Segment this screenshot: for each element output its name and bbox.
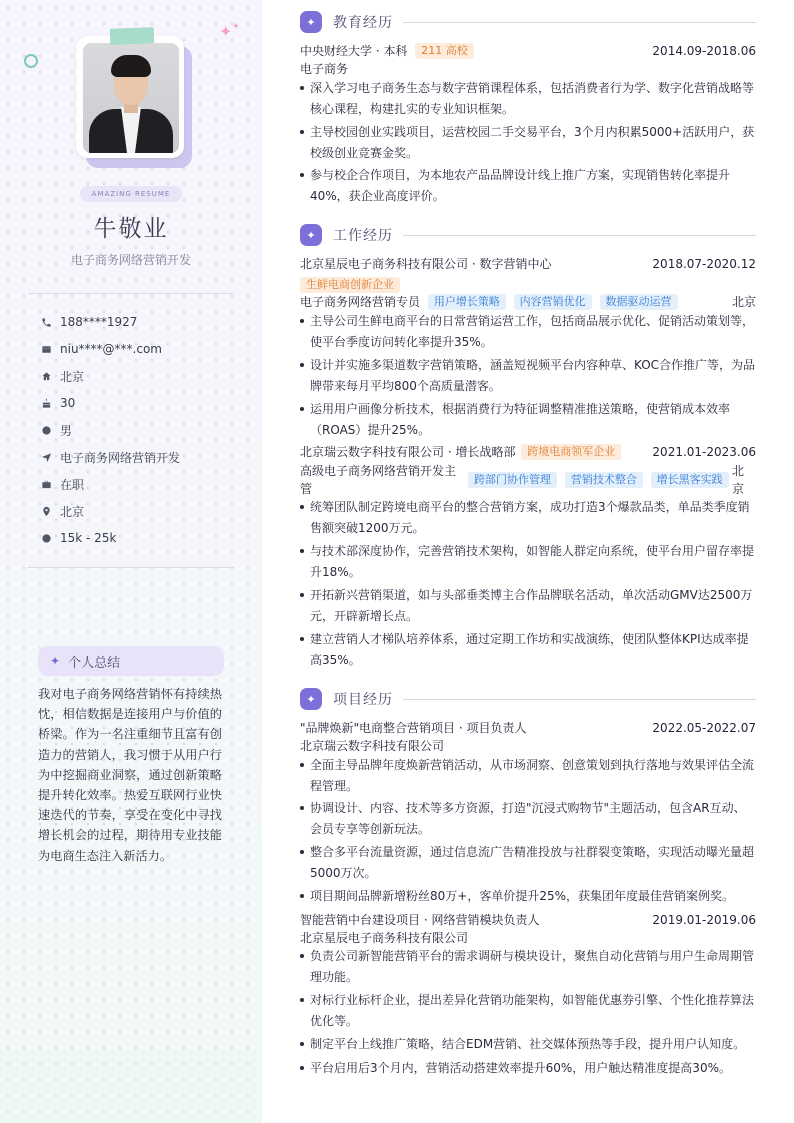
salary-value: 15k - 25k: [60, 531, 117, 545]
list-item: 平台启用后3个月内，营销活动搭建效率提升60%，用户触达精准度提高30%。: [300, 1058, 756, 1079]
job-city: 北京: [731, 295, 756, 309]
summary-text: 我对电子商务网络营销怀有持续热忱，相信数据是连接用户与价值的桥梁。作为一名注重细节且富有创造力的营销人，我习惯于从用户行为中挖掘商业洞察，通过创新策略提升转化效率。热爱互联网行业快速迭代的节奏，享受在变化中寻找增长机会的过程，期待用专业技能为电商生态注入新活力。: [38, 687, 222, 863]
divider: [28, 293, 234, 294]
sparkle-small-icon: ✦: [232, 22, 240, 32]
project-section-header: [300, 687, 756, 711]
sparkle-icon: ✦: [300, 224, 322, 246]
job-company-row: [300, 443, 756, 461]
salary-icon: [40, 532, 52, 544]
work-section-header: [300, 223, 756, 247]
skill-tag: 内容营销优化: [514, 294, 592, 310]
section-title: 项目经历: [333, 692, 393, 708]
photo-frame: [76, 36, 184, 158]
company-name: 北京瑞云数字科技有限公司 · 增长战略部: [300, 445, 516, 459]
location-pin-icon: [40, 505, 52, 517]
list-item: 运用用户画像分析技术，根据消费行为特征调整精准推送策略，使营销成本效率（ROAS）提升25%。: [300, 399, 756, 441]
section-divider: [403, 699, 756, 700]
person-name: 牛敬业: [93, 216, 169, 242]
skill-tag: 跨部门协作管理: [468, 472, 557, 488]
contact-email: [40, 339, 240, 359]
job-title: 电子商务网络营销开发: [70, 253, 191, 267]
list-item: 协调设计、内容、技术等多方资源，打造"沉浸式购物节"主题活动，包含AR互动、会员专享等创新玩法。: [300, 798, 756, 840]
contact-location: [40, 501, 240, 521]
summary-heading: [38, 646, 224, 676]
phone-icon: [40, 316, 52, 328]
project-name: 智能营销中台建设项目 · 网络营销模块负责人: [300, 913, 540, 927]
company-tag: 跨境电商领军企业: [521, 444, 621, 460]
list-item: 参与校企合作项目，为本地农产品品牌设计线上推广方案，实现销售转化率提升40%，获企业高度评价。: [300, 165, 756, 207]
project-company: 北京瑞云数字科技有限公司: [300, 739, 445, 753]
contact-salary: [40, 528, 240, 548]
list-item: 整合多平台流量资源，通过信息流广告精准投放与社群裂变策略，实现活动曝光量超5000万次。: [300, 842, 756, 884]
education-section-header: [300, 10, 756, 34]
intention-value: 电子商务网络营销开发: [60, 450, 181, 465]
divider: [28, 567, 234, 568]
job-role-row: [300, 462, 756, 498]
avatar: [83, 43, 179, 153]
skill-tag: 用户增长策略: [428, 294, 506, 310]
project-name: "品牌焕新"电商整合营销项目 · 项目负责人: [300, 721, 527, 735]
profile-photo: [76, 36, 188, 162]
list-item: 全面主导品牌年度焕新营销活动，从市场洞察、创意策划到执行落地与效果评估全流程管理。: [300, 755, 756, 797]
skill-tag: 营销技术整合: [565, 472, 643, 488]
contact-age: [40, 393, 240, 413]
cake-icon: [40, 397, 52, 409]
section-divider: [403, 22, 756, 23]
section-title: 教育经历: [333, 15, 393, 31]
job-period: 2021.01-2023.06: [652, 445, 756, 459]
job-period: 2018.07-2020.12: [652, 257, 756, 271]
project-company: 北京星辰电子商务科技有限公司: [300, 931, 469, 945]
job-company-row: [300, 255, 756, 273]
contact-status: [40, 474, 240, 494]
project-period: 2022.05-2022.07: [652, 721, 756, 735]
job-role-row: [300, 293, 756, 311]
sparkle-icon: ✦: [219, 22, 233, 41]
list-item: 与技术部深度协作，完善营销技术架构，如智能人群定向系统，使平台用户留存率提升18%。: [300, 541, 756, 583]
section-title: 工作经历: [333, 228, 393, 244]
education-major: 电子商务: [300, 62, 349, 76]
list-item: 负责公司新智能营销平台的需求调研与模块设计，聚焦自动化营销与用户生命周期管理功能。: [300, 946, 756, 988]
list-item: 开拓新兴营销渠道，如与头部垂类博主合作品牌联名活动，单次活动GMV达2500万元，开辟新增长点。: [300, 585, 756, 627]
list-item: 项目期间品牌新增粉丝80万+，客单价提升25%，获集团年度最佳营销案例奖。: [300, 886, 756, 907]
company-tag-row: [300, 276, 756, 294]
sparkle-icon: ✦: [50, 654, 61, 668]
section-divider: [403, 235, 756, 236]
contact-intention: [40, 447, 240, 467]
status-value: 在职: [60, 477, 85, 492]
gender-value: 男: [60, 423, 73, 438]
sparkle-icon: ✦: [300, 688, 322, 710]
school-name: 中央财经大学 · 本科: [300, 44, 408, 58]
job-role: 高级电子商务网络营销开发主管: [300, 464, 457, 496]
tape-decoration: [110, 27, 155, 45]
resume-badge: AMAZING RESUME: [80, 186, 182, 202]
contact-phone: [40, 312, 240, 332]
sparkle-icon: ✦: [300, 11, 322, 33]
contact-gender: [40, 420, 240, 440]
company-name: 北京星辰电子商务科技有限公司 · 数字营销中心: [300, 257, 552, 271]
email-value: niu****@***.com: [60, 342, 162, 356]
sidebar: [0, 0, 262, 1123]
list-item: 对标行业标杆企业，提出差异化营销功能架构，如智能优惠券引擎、个性化推荐算法优化等。: [300, 990, 756, 1032]
send-icon: [40, 451, 52, 463]
job-role: 电子商务网络营销专员: [300, 295, 421, 309]
skill-tag: 数据驱动运营: [600, 294, 678, 310]
project-title-row: [300, 719, 756, 737]
list-item: 主导校园创业实践项目，运营校园二手交易平台，3个月内积累5000+活跃用户，获校级创业竞赛金奖。: [300, 122, 756, 164]
hometown-value: 北京: [60, 369, 85, 384]
project-period: 2019.01-2019.06: [652, 913, 756, 927]
skill-tag: 增长黑客实践: [651, 472, 729, 488]
list-item: 设计并实施多渠道数字营销策略，涵盖短视频平台内容种草、KOC合作推广等，为品牌带来每月平均800个高质量潜客。: [300, 355, 756, 397]
ring-decoration: [24, 54, 38, 68]
contact-hometown: [40, 366, 240, 386]
phone-value: 188****1927: [60, 315, 138, 329]
company-tag: 生鲜电商创新企业: [300, 277, 400, 293]
location-value: 北京: [60, 504, 85, 519]
project-title-row: [300, 911, 756, 929]
list-item: 深入学习电子商务生态与数字营销课程体系，包括消费者行为学、数字化营销战略等核心课程，构建扎实的专业知识框架。: [300, 78, 756, 120]
mail-icon: [40, 343, 52, 355]
list-item: 建立营销人才梯队培养体系，通过定期工作坊和实战演练，使团队整体KPI达成率提高35%。: [300, 629, 756, 671]
school-tag: 211 高校: [415, 43, 474, 59]
briefcase-icon: [40, 478, 52, 490]
education-period: 2014.09-2018.06: [652, 44, 756, 58]
summary-heading-label: 个人总结: [68, 655, 121, 671]
job-city: 北京: [732, 464, 745, 496]
gender-icon: [40, 424, 52, 436]
list-item: 主导公司生鲜电商平台的日常营销运营工作，包括商品展示优化、促销活动策划等，使平台季度访问转化率提升35%。: [300, 311, 756, 353]
list-item: 统筹团队制定跨境电商平台的整合营销方案，成功打造3个爆款品类，单品类季度销售额突破1200万元。: [300, 497, 756, 539]
education-school-row: [300, 42, 756, 60]
list-item: 制定平台上线推广策略，结合EDM营销、社交媒体预热等手段，提升用户认知度。: [300, 1034, 756, 1055]
home-icon: [40, 370, 52, 382]
age-value: 30: [60, 396, 76, 410]
